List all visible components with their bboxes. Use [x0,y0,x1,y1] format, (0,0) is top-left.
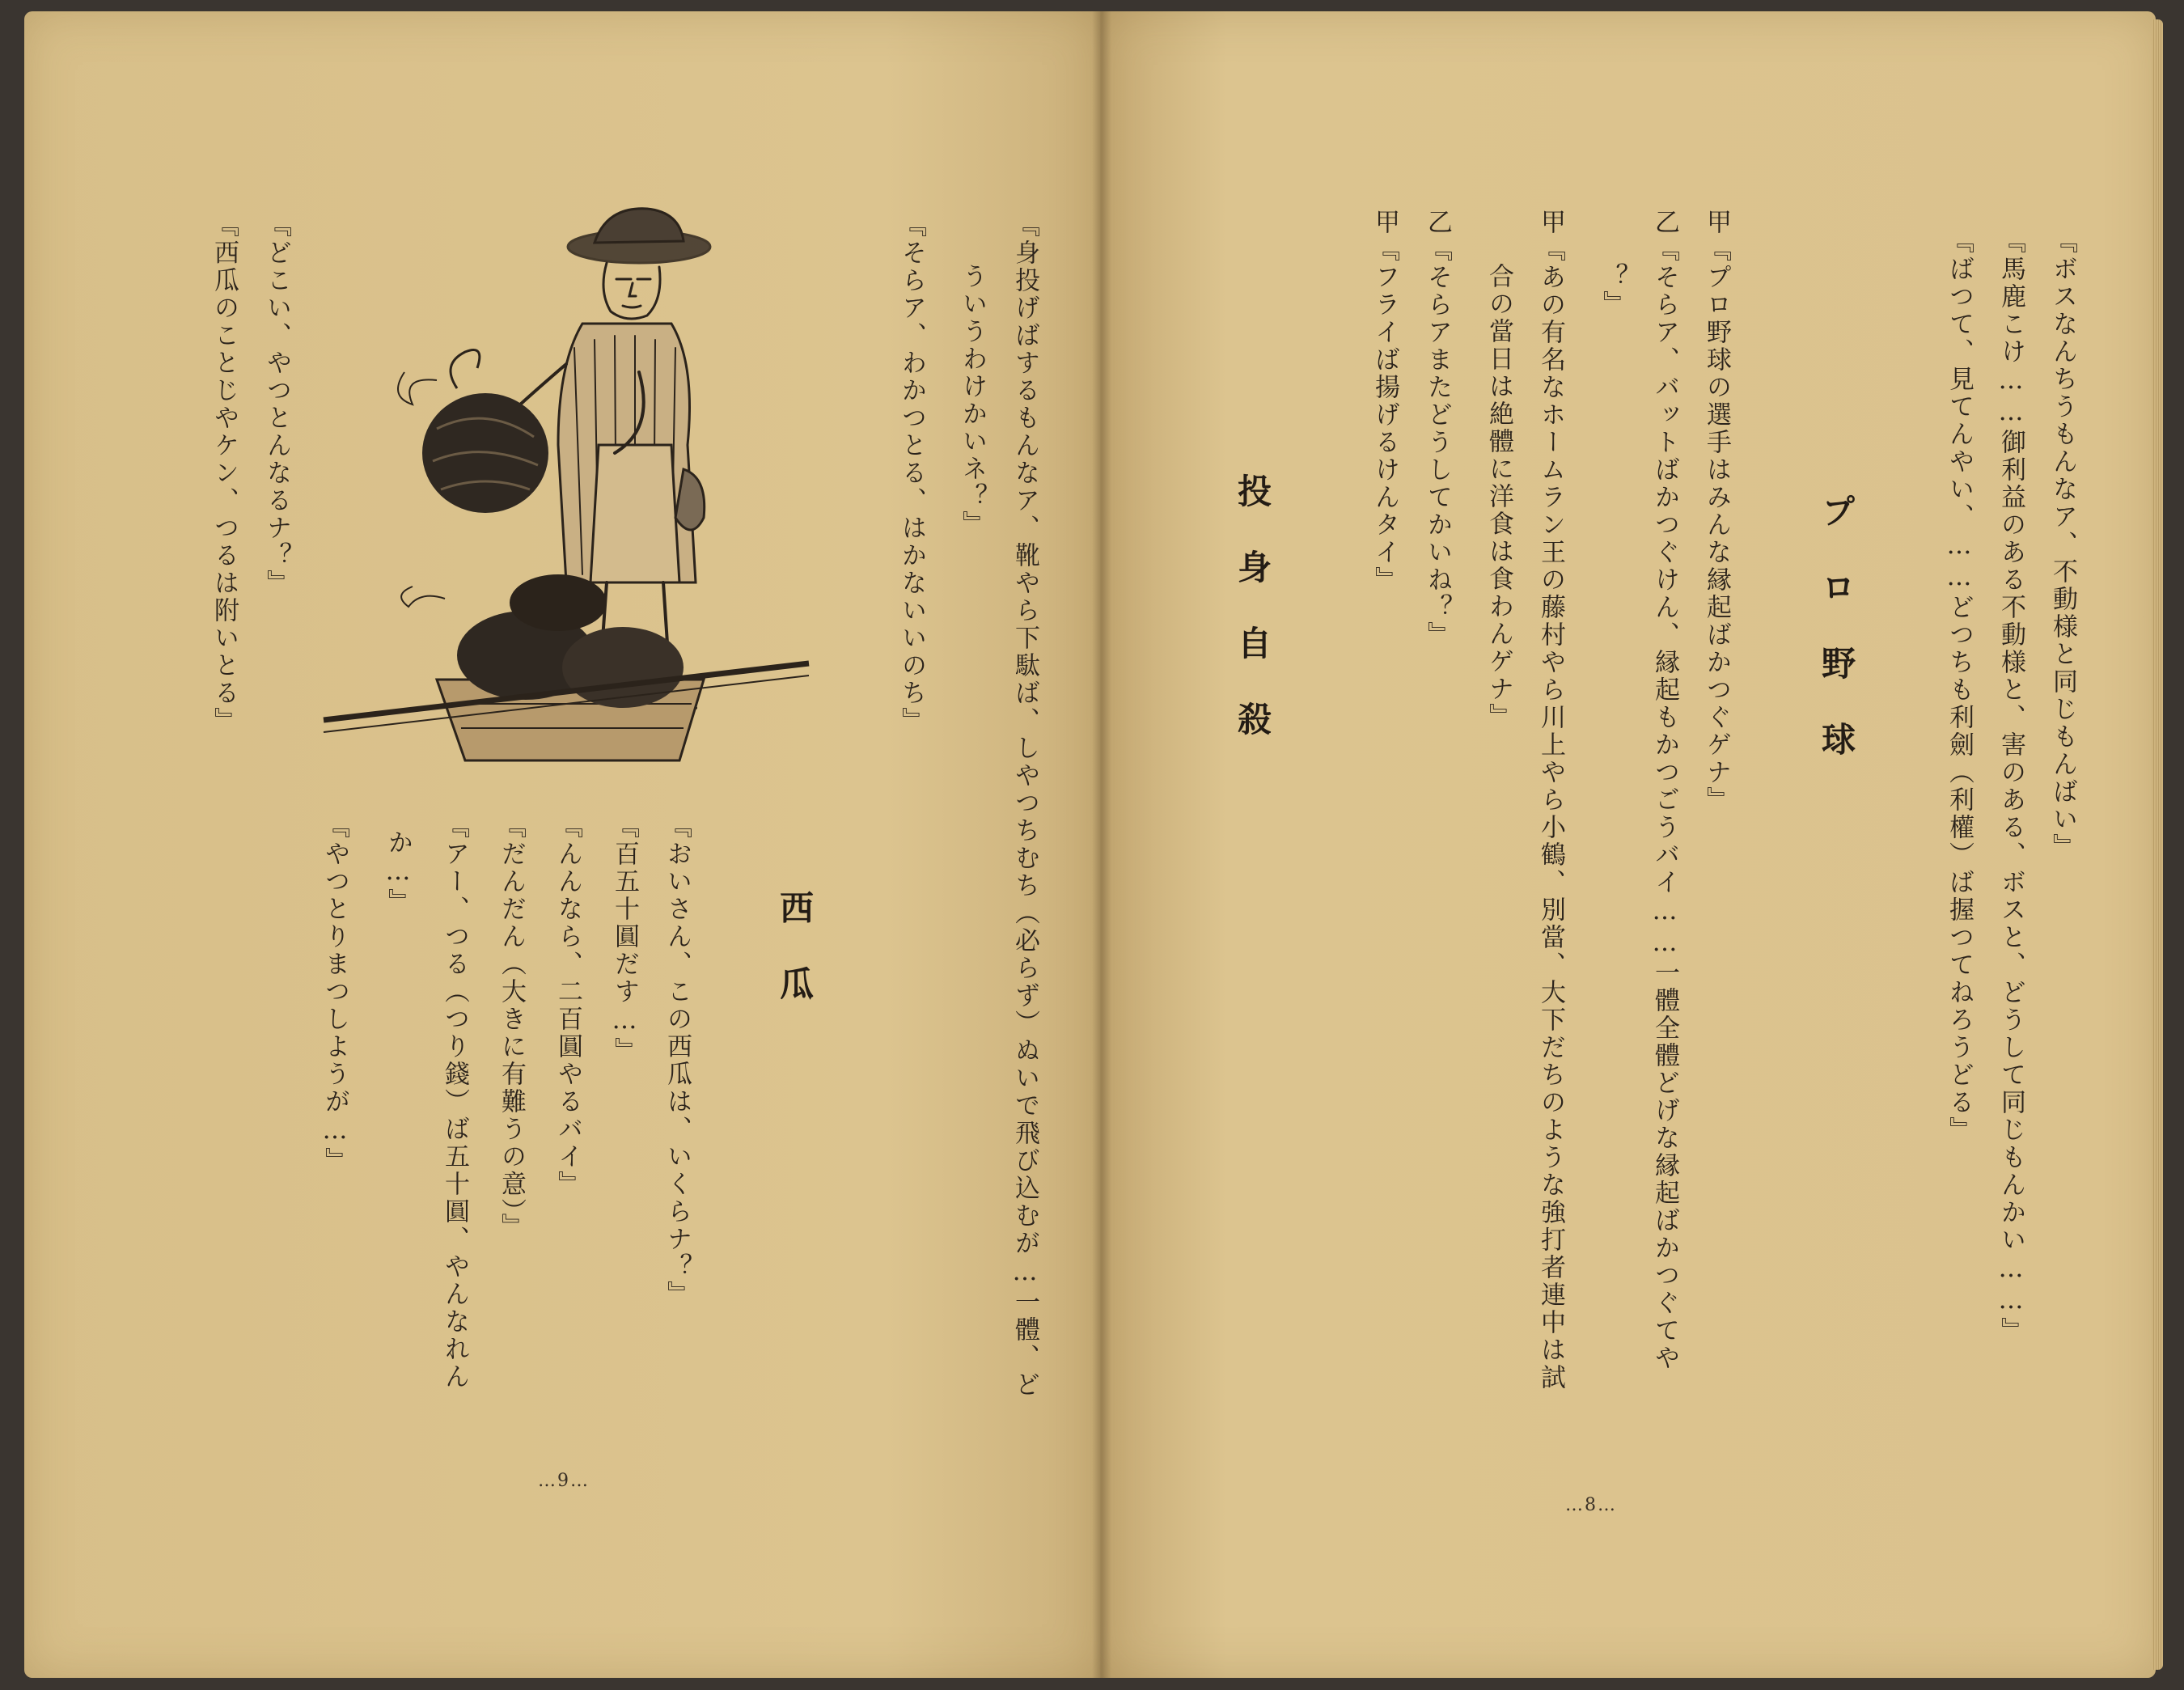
suicide-line-2: ういうわけかいネ？』 [958,263,987,538]
pro-baseball-line-4: 甲『あの有名なホームラン王の藤村やら川上やら小鶴、別當、大下だちのような強打者連中は試 [1536,209,1565,1391]
watermelon-line-7: 『やつとりまつしようが…』 [320,813,349,1175]
book-gutter [1092,11,1111,1678]
page-number-9: …9… [538,1471,590,1491]
page-edge [2152,19,2163,1670]
watermelon-line-5: 『アー、つる（つり錢）ば五十圓、やんなれん [440,813,469,1391]
pro-baseball-line-5: 合の當日は絶體に洋食は食わんゲナ』 [1484,263,1513,731]
watermelon-line-6: か…』 [383,829,413,916]
watermelon-line-3: 『んんなら、二百圓やるバイ』 [553,813,582,1198]
boss-line-2: 『馬鹿こけ……御利益のある不動様と、害のある、ボスと、どうして同じもんかい……』 [1996,228,2025,1345]
tail-line-2: 『西瓜のことじやケン、つるは附いとる』 [210,212,239,735]
watermelon-line-2: 『百五十圓だす…』 [610,813,639,1065]
suicide-line-3: 『そらア、わかつとる、はかないいのち』 [897,212,926,735]
suicide-line-1: 『身投げばするもんなア、靴やら下駄ば、しやつちむち（必らず）ぬいで飛び込むが…一體、ど [1010,212,1039,1399]
pro-baseball-line-3: ？』 [1598,263,1627,318]
boss-line-3: 『ばつて、見てんやい、……どつちも利劍（利權）ば握つてねろうどる』 [1945,228,1974,1144]
watermelon-vendor-illustration [315,202,825,793]
boss-line-1: 『ボスなんちうもんなア、不動様と同じもんばい』 [2048,228,2077,861]
watermelon-line-4: 『だんだん（大きに有難うの意）』 [497,813,526,1241]
heading-pro-baseball: プロ野球 [1817,493,1856,798]
heading-watermelon: 西瓜 [775,890,815,1042]
pro-baseball-line-7: 甲『フライば揚げるけんタイ』 [1370,209,1399,594]
pro-baseball-line-1: 甲『プロ野球の選手はみんな縁起ばかつぐゲナ』 [1702,209,1731,814]
pro-baseball-line-6: 乙『そらアまたどうしてかいね？』 [1423,209,1452,649]
page-number-8: …8… [1565,1495,1617,1515]
watermelon-line-1: 『おいさん、この西瓜は、いくらナ？』 [662,813,692,1308]
pro-baseball-line-2: 乙『そらア、バットばかつぐけん、縁起もかつごうバイ……一體全體どげな縁起ばかつぐてや [1650,209,1679,1372]
heading-suicide: 投身自殺 [1233,473,1272,777]
tail-line-1: 『どこい、やつとんなるナ？』 [262,212,291,597]
